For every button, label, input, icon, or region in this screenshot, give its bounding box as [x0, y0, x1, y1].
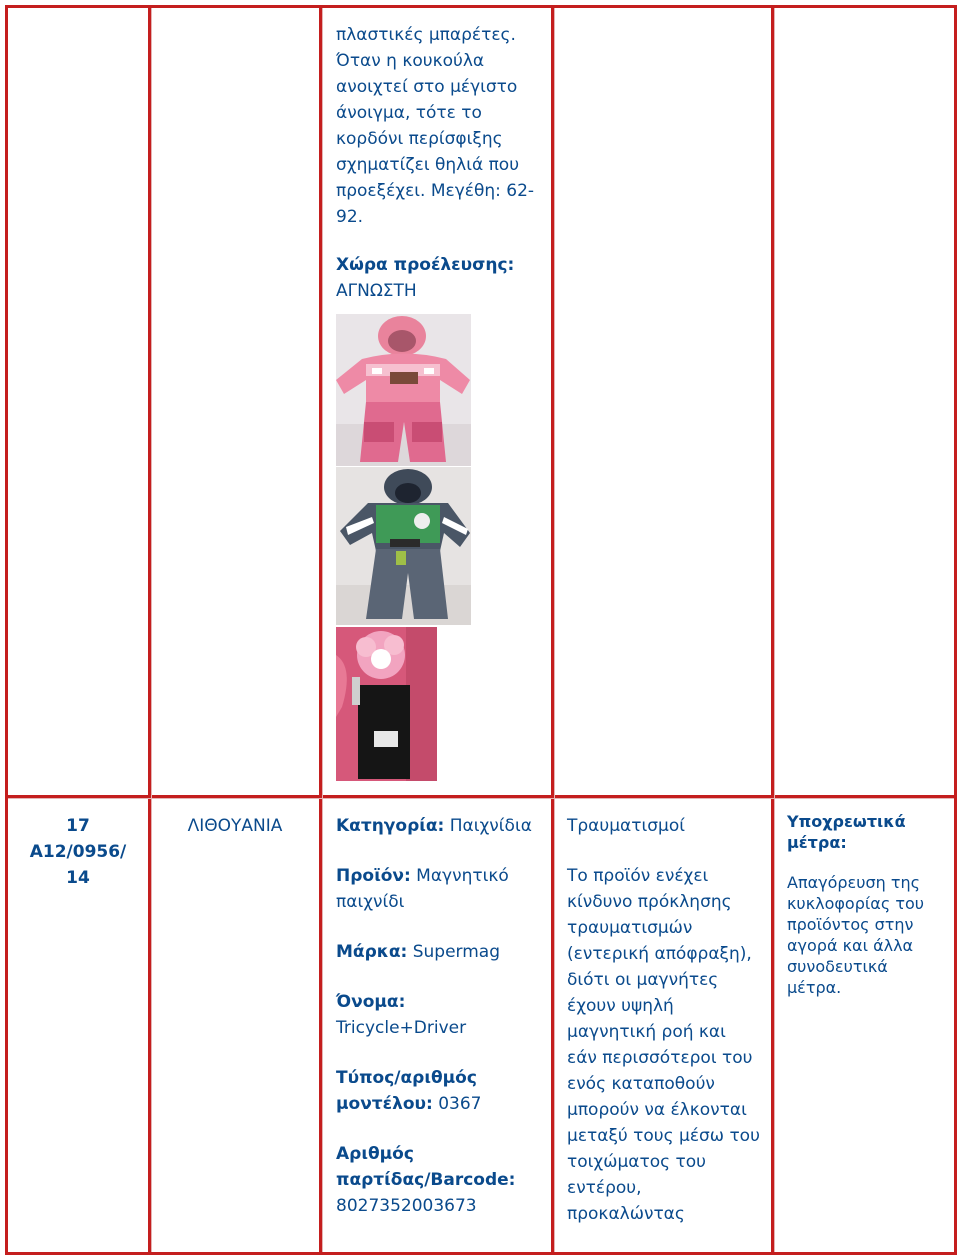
description-line: προεξέχει. Μεγέθη: 62- [336, 181, 535, 201]
risk-description [567, 863, 771, 1227]
row-number: 17 [66, 816, 90, 836]
origin-label: Χώρα προέλευσης: [336, 255, 515, 275]
product-photo-green-snowsuit [336, 467, 471, 625]
risk-line: μαγνητική ροή και [567, 1022, 726, 1042]
product-photo-pink-snowsuit [336, 314, 471, 466]
measures-label-continued: μέτρα: [787, 833, 847, 852]
batch-value: 8027352003673 [336, 1196, 477, 1216]
product-label: Προϊόν: [336, 866, 411, 886]
description-line: ανοιχτεί στο μέγιστο [336, 77, 518, 97]
risk-line: έχουν υψηλή [567, 996, 674, 1016]
reference-code-suffix: 14 [66, 868, 90, 888]
product-value: Μαγνητικό [416, 866, 509, 886]
origin-value: ΑΓΝΩΣΤΗ [336, 281, 417, 301]
risk-line: εντέρου, [567, 1178, 642, 1198]
measures-line: κυκλοφορίας του [787, 894, 924, 913]
product-details-cell [336, 813, 548, 1219]
name-value: Tricycle+Driver [336, 1018, 467, 1038]
risk-line: μπορούν να έλκονται [567, 1100, 747, 1120]
risk-cell [567, 813, 771, 1227]
measures-label: Υποχρεωτικά [787, 812, 906, 831]
risk-line: προκαλώντας [567, 1204, 685, 1224]
previous-product-cell [336, 22, 548, 304]
description-line: Όταν η κουκούλα [336, 51, 485, 71]
risk-line: (εντερική απόφραξη), [567, 944, 752, 964]
product-value-continued: παιχνίδι [336, 892, 405, 912]
name-label: Όνομα: [336, 992, 406, 1012]
risk-line: τραυματισμών [567, 918, 693, 938]
measures-line: αγορά και άλλα [787, 936, 914, 955]
model-label-continued: μοντέλου: [336, 1094, 433, 1114]
measures-line: προϊόντος στην [787, 915, 914, 934]
category-value: Παιχνίδια [449, 816, 532, 836]
risk-line: τοιχώματος του [567, 1152, 706, 1172]
risk-type: Τραυματισμοί [567, 816, 685, 836]
measures-cell [787, 811, 954, 998]
description-line: 92. [336, 207, 364, 227]
description-line: σχηματίζει θηλιά που [336, 155, 520, 175]
measures-line: συνοδευτικά [787, 957, 888, 976]
model-value: 0367 [438, 1094, 482, 1114]
risk-line: διότι οι μαγνήτες [567, 970, 719, 990]
batch-label: Αριθμός [336, 1144, 414, 1164]
description-line: κορδόνι περίσφιξης [336, 129, 503, 149]
country-value: ΛΙΘΟΥΑΝΙΑ [187, 816, 283, 836]
brand-value: Supermag [412, 942, 501, 962]
measures-text [787, 872, 954, 998]
risk-line: Το προϊόν ενέχει [567, 866, 709, 886]
description-line: πλαστικές μπαρέτες. [336, 25, 516, 45]
risk-line: εάν περισσότεροι του [567, 1048, 753, 1068]
country-cell [151, 813, 319, 839]
risk-line: ενός καταποθούν [567, 1074, 715, 1094]
measures-line: Απαγόρευση της [787, 873, 920, 892]
reference-code: A12/0956/ [29, 842, 127, 862]
product-photo-label-tag [336, 627, 437, 781]
brand-label: Μάρκα: [336, 942, 408, 962]
risk-line: μεταξύ τους μέσω του [567, 1126, 760, 1146]
row-number-cell [8, 813, 148, 891]
model-label: Τύπος/αριθμός [336, 1068, 477, 1088]
description-line: άνοιγμα, τότε το [336, 103, 482, 123]
category-label: Κατηγορία: [336, 816, 445, 836]
risk-line: κίνδυνο πρόκλησης [567, 892, 732, 912]
batch-label-continued: παρτίδας/Barcode: [336, 1170, 516, 1190]
measures-line: μέτρα. [787, 978, 842, 997]
